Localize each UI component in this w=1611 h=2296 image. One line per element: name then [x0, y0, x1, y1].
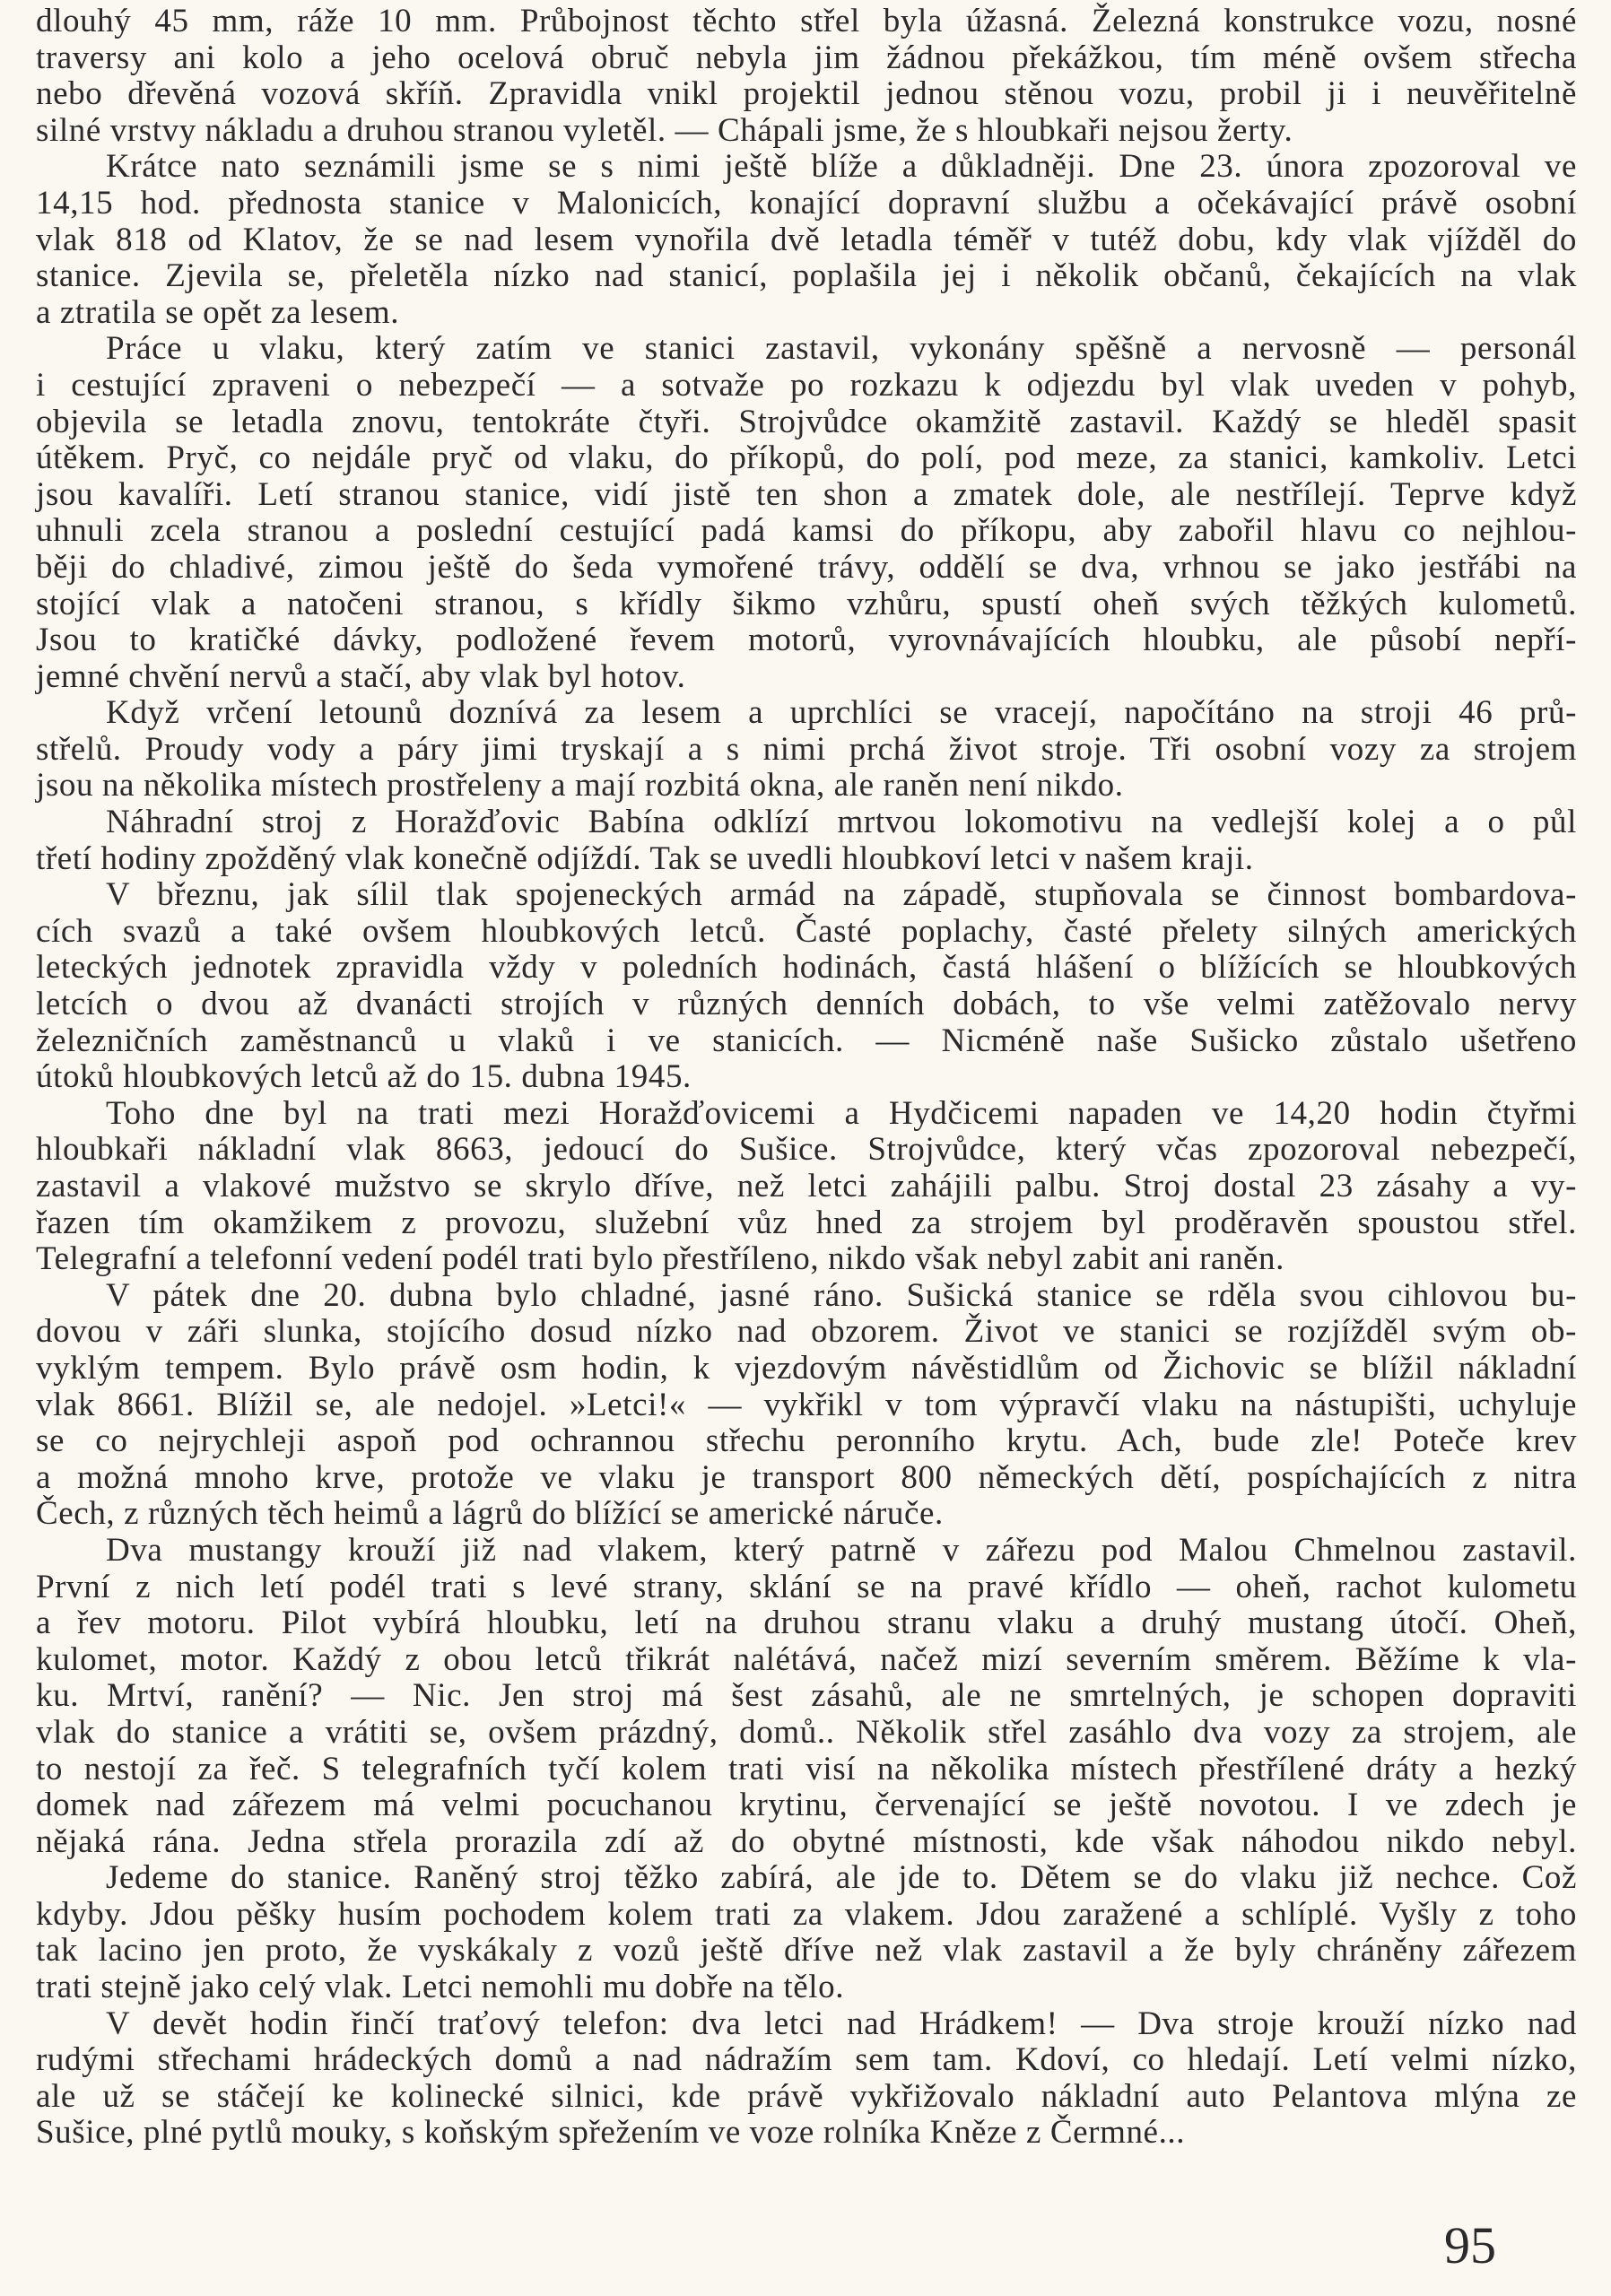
text-line: Dva mustangy krouží již nad vlakem, který patrně v zářezu pod Malou Chmelnou zastavil. — [106, 1531, 1577, 1569]
text-line: se co nejrychleji aspoň pod ochrannou střechu peronního krytu. Ach, bude zle! Poteče krev — [36, 1422, 1577, 1460]
text-line: rudými střechami hrádeckých domů a nad nádražím sem tam. Kdoví, co hledají. Letí velmi nízko, — [36, 2041, 1577, 2079]
text-line: vlak 8661. Blížil se, ale nedojel. »Letci!« — vykřikl v tom výpravčí vlaku na nástupišti, uchyluje — [36, 1386, 1577, 1423]
text-line: dovou v záři slunka, stojícího dosud nízko nad obzorem. Život ve stanici se rozjížděl svým ob- — [36, 1313, 1577, 1351]
text-line: dlouhý 45 mm, ráže 10 mm. Průbojnost těchto střel byla úžasná. Železná konstrukce vozu, nosné — [36, 3, 1577, 39]
text-line: letcích o dvou až dvanácti strojích v různých denních dobách, to vše velmi zatěžovalo nervy — [36, 986, 1577, 1023]
text-line: ku. Mrtví, ranění? — Nic. Jen stroj má šest zásahů, ale ne smrtelných, je schopen dopraviti — [36, 1677, 1577, 1715]
text-line: uhnuli zcela stranou a poslední cestující padá kamsi do příkopu, aby zabořil hlavu co nejhlou- — [36, 512, 1577, 550]
page-number: 95 — [1444, 2216, 1496, 2274]
text-line: nějaká rána. Jedna střela prorazila zdí až do obytné místnosti, kde však náhodou nikdo nebyl. — [36, 1822, 1577, 1860]
text-line: ale už se stáčejí ke kolinecké silnici, kde právě vykřižovalo nákladní auto Pelantova mlýna ze — [36, 2077, 1577, 2115]
text-line: 14,15 hod. přednosta stanice v Malonicích, konající dopravní službu a očekávající právě osobní — [36, 184, 1577, 222]
text-line: domek nad zářezem má velmi pocuchanou krytinu, červenající se ještě novotou. I ve zdech je — [36, 1787, 1577, 1824]
text-line: zastavil a vlakové mužstvo se skrylo dříve, než letci zahájili palbu. Stroj dostal 23 zásahy a vy- — [36, 1168, 1577, 1205]
text-line: V pátek dne 20. dubna bylo chladné, jasné ráno. Sušická stanice se rděla svou cihlovou bu- — [106, 1276, 1577, 1314]
text-line: kulomet, motor. Každý z obou letců třikrát nalétává, načež mizí severním směrem. Běžíme k vla- — [36, 1640, 1577, 1678]
text-line: útoků hloubkových letců až do 15. dubna 1945. — [36, 1058, 692, 1096]
body-text — [36, 4, 1577, 2152]
text-line: to nestojí za řeč. S telegrafních tyčí kolem trati visí na několika místech přestřílené dráty a hezký — [36, 1750, 1577, 1787]
text-line: vlak do stanice a vrátiti se, ovšem prázdný, domů.. Několik střel zasáhlo dva vozy za strojem, ale — [36, 1713, 1577, 1751]
text-line: jemné chvění nervů a stačí, aby vlak byl hotov. — [36, 657, 686, 695]
text-line: a ztratila se opět za lesem. — [36, 293, 400, 331]
text-line: V březnu, jak sílil tlak spojeneckých armád na západě, stupňovala se činnost bombardova- — [106, 876, 1577, 914]
text-line: a možná mnoho krve, protože ve vlaku je transport 800 německých dětí, pospíchajících z nitra — [36, 1458, 1577, 1496]
text-line: Práce u vlaku, který zatím ve stanici zastavil, vykonány spěšně a nervosně — personál — [106, 330, 1577, 368]
text-line: železničních zaměstnanců u vlaků i ve stanicích. — Nicméně naše Sušicko zůstalo ušetřeno — [36, 1022, 1577, 1059]
text-line: nebo dřevěná vozová skříň. Zpravidla vnikl projektil jednou stěnou vozu, probil ji i neuvěřitelně — [36, 75, 1577, 113]
text-line: vyklým tempem. Bylo právě osm hodin, k vjezdovým návěstidlům od Žichovic se blížil nákladní — [36, 1349, 1577, 1387]
text-line: hloubkaři nákladní vlak 8663, jedoucí do Sušice. Strojvůdce, který včas zpozoroval nebezpečí, — [36, 1131, 1577, 1169]
text-line: Jsou to kratičké dávky, podložené řevem motorů, vyrovnávajících hloubku, ale působí nepří- — [36, 622, 1577, 659]
text-line: i cestující zpraveni o nebezpečí — a sotvaže po rozkazu k odjezdu byl vlak uveden v pohyb, — [36, 366, 1577, 404]
text-line: jsou na několika místech prostřeleny a mají rozbitá okna, ale raněn není nikdo. — [36, 767, 1124, 804]
text-line: První z nich letí podél trati s levé strany, sklání se na pravé křídlo — oheň, rachot kulometu — [36, 1568, 1577, 1605]
text-line: Jedeme do stanice. Raněný stroj těžko zabírá, ale jde to. Dětem se do vlaku již nechce. Což — [106, 1859, 1577, 1897]
text-line: střelů. Proudy vody a páry jimi tryskají a s nimi prchá život stroje. Tři osobní vozy za strojem — [36, 730, 1577, 768]
text-line: V devět hodin řinčí traťový telefon: dva letci nad Hrádkem! — Dva stroje krouží nízko nad — [106, 2005, 1577, 2042]
text-line: stanice. Zjevila se, přeletěla nízko nad stanicí, poplašila jej i několik občanů, čekajících na vlak — [36, 257, 1577, 295]
text-line: Toho dne byl na trati mezi Horažďovicemi a Hydčicemi napaden ve 14,20 hodin čtyřmi — [106, 1094, 1577, 1132]
text-line: Čech, z různých těch heimů a lágrů do blížící se americké náruče. — [36, 1495, 944, 1533]
text-line: Telegrafní a telefonní vedení podél trati bylo přestříleno, nikdo však nebyl zabit ani raněn. — [36, 1240, 1284, 1278]
text-line: Když vrčení letounů doznívá za lesem a uprchlíci se vracejí, napočítáno na stroji 46 prů- — [106, 694, 1577, 732]
text-line: Krátce nato seznámili jsme se s nimi ještě blíže a důkladněji. Dne 23. února zpozoroval ve — [106, 148, 1577, 186]
text-line: Náhradní stroj z Horažďovic Babína odklízí mrtvou lokomotivu na vedlejší kolej a o půl — [106, 804, 1577, 841]
text-line: řazen tím okamžikem z provozu, služební vůz hned za strojem byl proděravěn spoustou střel. — [36, 1204, 1577, 1241]
text-line: běji do chladivé, zimou ještě do šeda vymořené trávy, oddělí se dva, vrhnou se jako jestřábi na — [36, 548, 1577, 586]
text-line: kdyby. Jdou pěšky husím pochodem kolem trati za vlakem. Jdou zaražené a schlíplé. Vyšly z toho — [36, 1895, 1577, 1933]
text-line: silné vrstvy nákladu a druhou stranou vyletěl. — Chápali jsme, že s hloubkaři nejsou žerty. — [36, 111, 1293, 149]
text-line: trati stejně jako celý vlak. Letci nemohli mu dobře na tělo. — [36, 1969, 845, 2006]
text-line: třetí hodiny zpožděný vlak konečně odjíždí. Tak se uvedli hloubkoví letci v našem kraji. — [36, 839, 1254, 877]
text-line: vlak 818 od Klatov, že se nad lesem vynořila dvě letadla téměř v tutéž dobu, kdy vlak vjížděl do — [36, 221, 1577, 258]
text-line: traversy ani kolo a jeho ocelová obruč nebyla jim žádnou překážkou, tím méně ovšem střecha — [36, 39, 1577, 76]
text-line: objevila se letadla znovu, tentokráte čtyři. Strojvůdce okamžitě zastavil. Každý se hleděl spasit — [36, 403, 1577, 440]
text-line: stojící vlak a natočeni stranou, s křídly šikmo vzhůru, spustí oheň svých těžkých kulometů. — [36, 585, 1577, 622]
text-line: jsou kavalíři. Letí stranou stanice, vidí jistě ten shon a zmatek dole, ale nestřílejí. Teprve když — [36, 475, 1577, 513]
text-line: a řev motoru. Pilot vybírá hloubku, letí na druhou stranu vlaku a druhý mustang útočí. Oheň, — [36, 1605, 1577, 1642]
text-line: cích svazů a také ovšem hloubkových letců. Časté poplachy, časté přelety silných amerických — [36, 912, 1577, 950]
text-line: Sušice, plné pytlů mouky, s koňským spřežením ve voze rolníka Kněze z Čermné... — [36, 2114, 1186, 2152]
text-line: tak lacino jen proto, že vyskákaly z vozů ještě dříve než vlak zastavil a že byly chráněny zářezem — [36, 1932, 1577, 1970]
text-line: útěkem. Pryč, co nejdále pryč od vlaku, do příkopů, do polí, pod meze, za stanici, kamkoliv. Letci — [36, 439, 1577, 477]
text-line: leteckých jednotek zpravidla vždy v poledních hodinách, častá hlášení o blížících se hloubkových — [36, 949, 1577, 987]
